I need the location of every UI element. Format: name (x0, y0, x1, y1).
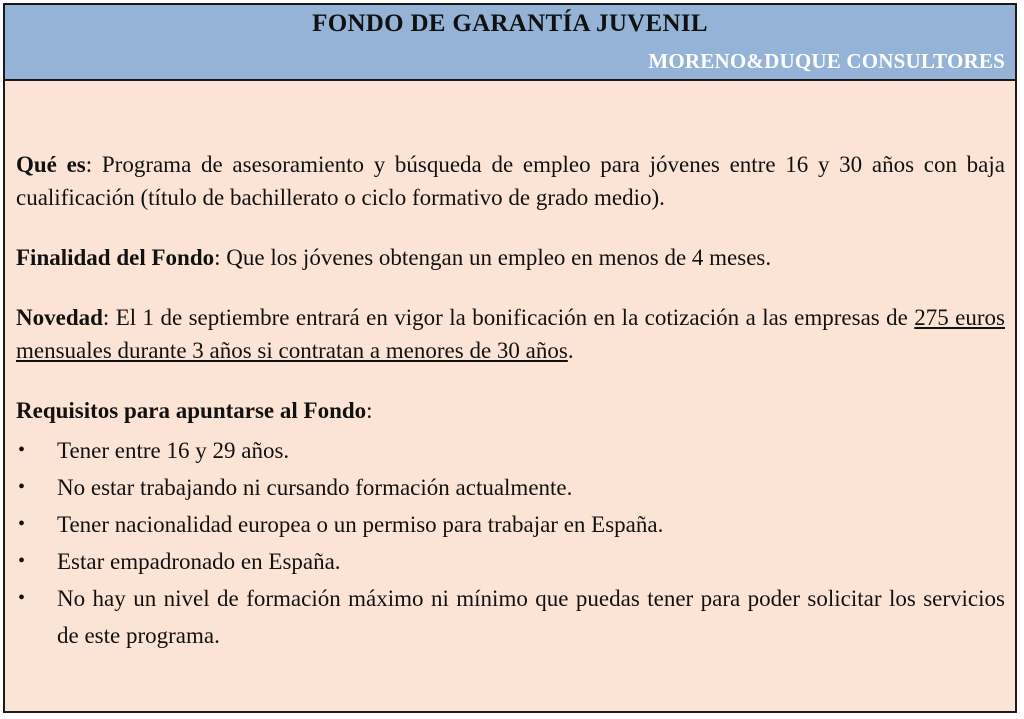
bullet-icon: • (18, 513, 26, 535)
list-item-text: No estar trabajando ni cursando formación actualmente. (57, 475, 573, 500)
que-es-label: Qué es (16, 152, 86, 177)
list-item (16, 469, 1005, 506)
list-item (16, 580, 1005, 654)
list-item (16, 543, 1005, 580)
list-item (16, 432, 1005, 469)
bullet-icon: • (18, 476, 26, 498)
info-box (3, 3, 1017, 713)
list-item (16, 506, 1005, 543)
content-area (16, 148, 1005, 654)
requisitos-label: Requisitos para apuntarse al Fondo (16, 398, 367, 423)
novedad-underlined-text: 275 euros mensuales durante 3 años si contratan a menores de 30 años (16, 305, 1005, 363)
finalidad-text: : Que los jóvenes obtengan un empleo en menos de 4 meses. (214, 245, 772, 270)
finalidad-paragraph (16, 241, 1005, 274)
requisitos-heading (16, 394, 1005, 427)
bullet-icon: • (18, 587, 26, 609)
novedad-text: : El 1 de septiembre entrará en vigor la bonificación en la cotización a las empresas de (102, 305, 915, 330)
novedad-paragraph (16, 301, 1005, 367)
list-item-text: No hay un nivel de formación máximo ni mínimo que puedas tener para poder solicitar los servicios de este programa. (57, 586, 1005, 648)
list-item-text: Tener nacionalidad europea o un permiso para trabajar en España. (57, 512, 664, 537)
requisitos-list (16, 432, 1005, 654)
bullet-icon: • (18, 550, 26, 572)
firm-name: MORENO&DUQUE CONSULTORES (648, 49, 1005, 73)
que-es-text: : Programa de asesoramiento y búsqueda de empleo para jóvenes entre 16 y 30 años con baja cualificación (título de bachillerato o ciclo formativo de grado medio). (16, 152, 1005, 210)
novedad-text-end: . (567, 338, 574, 363)
document-title: FONDO DE GARANTÍA JUVENIL (312, 10, 708, 37)
bullet-icon: • (18, 439, 26, 461)
novedad-label: Novedad (16, 305, 103, 330)
list-item-text: Estar empadronado en España. (57, 549, 341, 574)
requisitos-colon: : (366, 398, 373, 423)
que-es-paragraph (16, 148, 1005, 214)
list-item-text: Tener entre 16 y 29 años. (57, 438, 290, 463)
header-bar (5, 5, 1015, 81)
finalidad-label: Finalidad del Fondo (16, 245, 215, 270)
